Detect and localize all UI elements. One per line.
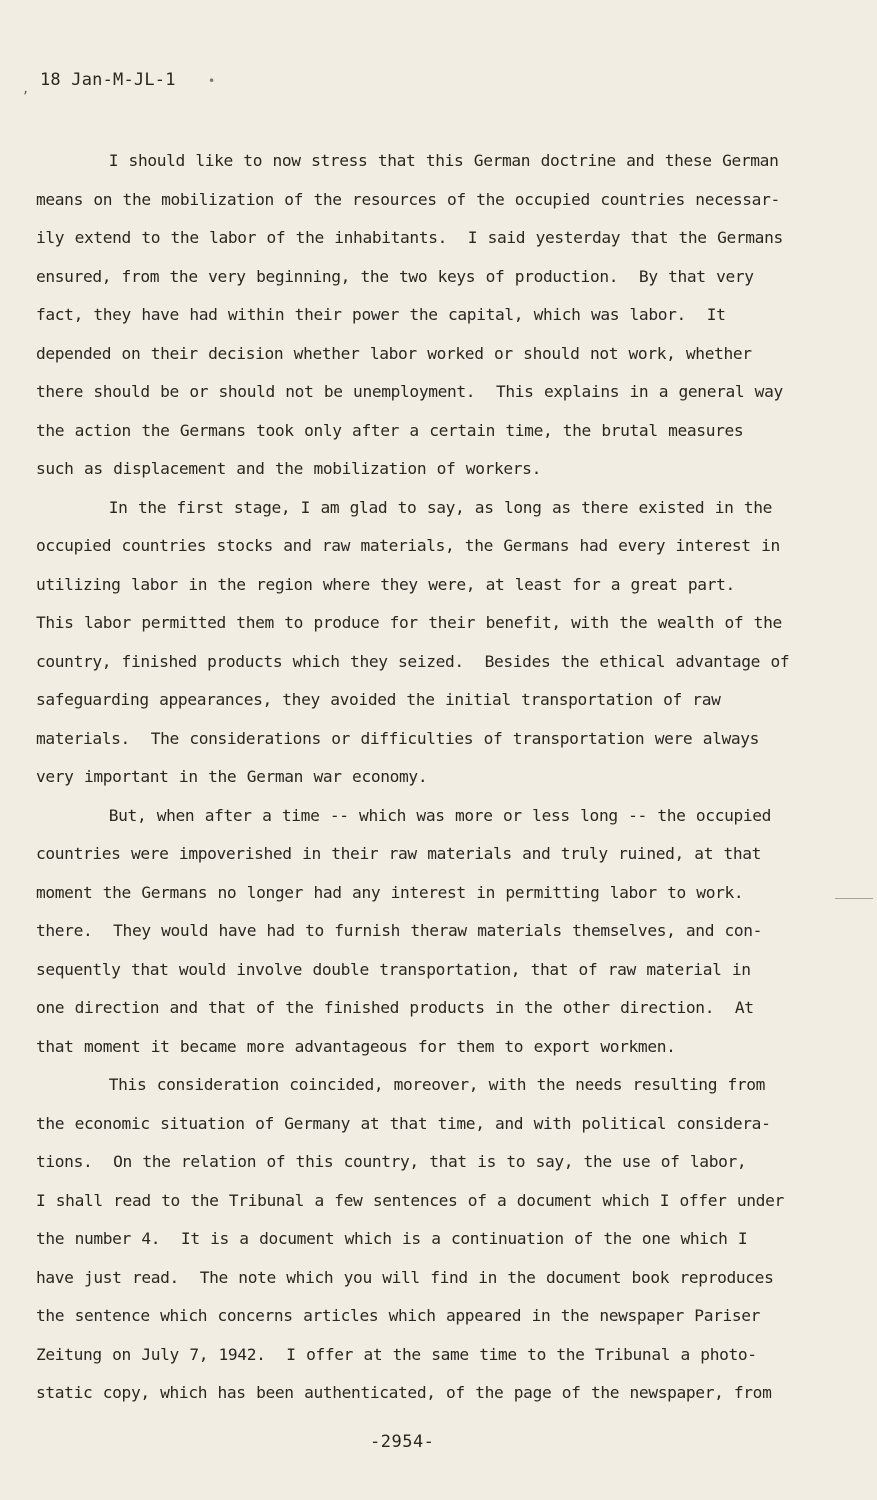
- text-line: I should like to now stress that this German doctrine and these German: [36, 151, 779, 170]
- text-line: In the first stage, I am glad to say, as long as there existed in the: [36, 497, 773, 517]
- text-line: ensured, from the very beginning, the two keys of production. By that very: [36, 266, 754, 286]
- text-line: But, when after a time -- which was more or less long -- the occupied: [36, 805, 772, 825]
- text-line: the number 4. It is a document which is a continuation of the one which I: [36, 1229, 748, 1248]
- text-line: safeguarding appearances, they avoided the initial transportation of raw: [36, 690, 721, 709]
- text-line: sequently that would involve double transportation, that of raw material in: [36, 959, 751, 979]
- document-body: [36, 142, 806, 1413]
- text-line: the sentence which concerns articles which appeared in the newspaper Pariser: [36, 1306, 761, 1325]
- text-line: This consideration coincided, moreover, with the needs resulting from: [36, 1075, 766, 1094]
- document-header: 18 Jan-M-JL-1: [40, 70, 176, 90]
- text-line: moment the Germans no longer had any interest in permitting labor to work.: [36, 882, 744, 902]
- text-line: This labor permitted them to produce for their benefit, with the wealth of the: [36, 613, 782, 632]
- text-line: that moment it became more advantageous for them to export workmen.: [36, 1036, 676, 1056]
- text-line: have just read. The note which you will find in the document book reproduces: [36, 1267, 774, 1287]
- text-line: means on the mobilization of the resources of the occupied countries necessar-: [36, 189, 780, 209]
- text-line: one direction and that of the finished products in the other direction. At: [36, 998, 754, 1017]
- text-line: utilizing labor in the region where they were, at least for a great part.: [36, 574, 735, 594]
- text-line: the action the Germans took only after a certain time, the brutal measures: [36, 420, 744, 440]
- text-line: static copy, which has been authenticated, of the page of the newspaper, from: [36, 1383, 772, 1402]
- text-line: fact, they have had within their power the capital, which was labor. It: [36, 305, 726, 324]
- text-line: there. They would have had to furnish theraw materials themselves, and con-: [36, 921, 763, 940]
- margin-tick-mark: ‚: [22, 82, 30, 96]
- text-line: such as displacement and the mobilization of workers.: [36, 459, 541, 478]
- body-text: [36, 142, 806, 1413]
- text-line: materials. The considerations or difficulties of transportation were always: [36, 728, 760, 748]
- text-line: country, finished products which they seized. Besides the ethical advantage of: [36, 651, 790, 671]
- text-line: tions. On the relation of this country, that is to say, the use of labor,: [36, 1152, 747, 1171]
- text-line: depended on their decision whether labor worked or should not work, whether: [36, 343, 752, 363]
- page-number: -2954-: [370, 1432, 435, 1452]
- text-line: Zeitung on July 7, 1942. I offer at the same time to the Tribunal a photo-: [36, 1344, 757, 1364]
- text-line: occupied countries stocks and raw materials, the Germans had every interest in: [36, 536, 780, 555]
- text-line: there should be or should not be unemployment. This explains in a general way: [36, 382, 783, 401]
- text-line: I shall read to the Tribunal a few sentences of a document which I offer under: [36, 1190, 784, 1210]
- header-dot-mark: •: [208, 74, 216, 88]
- text-line: very important in the German war economy.: [36, 767, 428, 786]
- text-line: ily extend to the labor of the inhabitants. I said yesterday that the Germans: [36, 228, 783, 247]
- margin-line-mark: [835, 898, 873, 899]
- text-line: countries were impoverished in their raw materials and truly ruined, at that: [36, 844, 762, 863]
- text-line: the economic situation of Germany at that time, and with political considera-: [36, 1113, 771, 1133]
